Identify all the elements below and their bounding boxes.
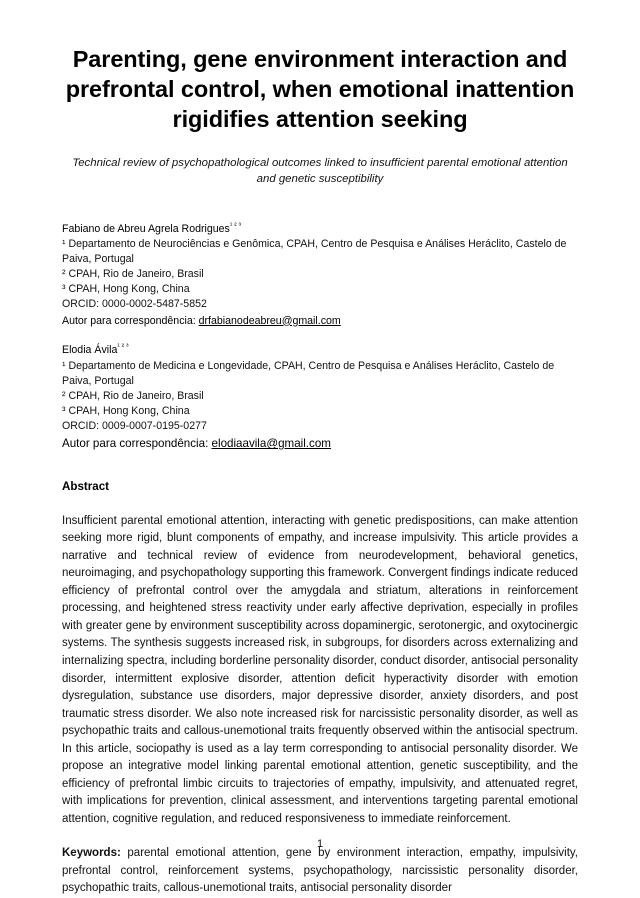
author-affiliation: ³ CPAH, Hong Kong, China [62,283,190,296]
author-affiliation: ² CPAH, Rio de Janeiro, Brasil [62,389,204,402]
author-orcid: ORCID: 0009-0007-0195-0277 [62,420,207,433]
page-subtitle: Technical review of psychopathological outcomes linked to insufficient parental emotional attention and genetic susceptibility [72,157,568,185]
author-affiliation: ³ CPAH, Hong Kong, China [62,405,190,417]
correspondence-email-link[interactable]: elodiaavila@gmail.com [211,437,331,451]
author-name [62,222,578,237]
page-title: Parenting, gene environment interaction and prefrontal control, when emotional inattention rigidifies attention seeking [65,46,575,133]
author-affiliation-markers: ¹ ² ³ [229,220,242,230]
author-affiliation: ¹ Departamento de Neurociências e Genômica, CPAH, Centro de Pesquisa e Análises Heráclito, Castelo de Paiva, Portugal [62,237,567,265]
page-number: 1 [316,838,324,850]
author-affiliation: ¹ Departamento de Medicina e Longevidade, CPAH, Centro de Pesquisa e Análises Heráclito, Castelo de Paiva, Portugal [62,359,555,387]
correspondence-label: Autor para correspondência: [62,437,209,451]
correspondence-email-link[interactable]: drfabianodeabreu@gmail.com [198,314,341,327]
keywords-label: Keywords: [62,847,121,860]
author-group [62,222,578,330]
correspondence-label: Autor para correspondência: [62,314,196,327]
abstract-heading: Abstract [62,479,110,493]
author-orcid: ORCID: 0000-0002-5487-5852 [62,298,207,311]
abstract-body: Insufficient parental emotional attention, interacting with genetic predispositions, can make attention seeking more rigid, blunt components of empathy, and increase impulsivity. This article provides a narrative and technical review of evidence from neurodevelopment, behavioral genetics, neuroimaging, and psychopathology supporting this framework. Convergent findings indicate reduced efficiency of prefrontal control over the amygdala and striatum, alterations in reinforcement processing, and heightened stress reactivity under early affective deprivation, especially in profiles with greater gene by environment susceptibility across dopaminergic, serotonergic, and oxytocinergic systems. The synthesis suggests increased risk, in subgroups, for disorders across externalizing and internalizing spectra, including borderline personality disorder, conduct disorder, antisocial personality disorder, intermittent explosive disorder, attention deficit hyperactivity disorder with emotion dysregulation, substance use disorders, major depressive disorder, anxiety disorders, and post traumatic stress disorder. We also note increased risk for narcissistic personality disorder, as well as psychopathic traits and callous-unemotional traits frequently observed within the antisocial spectrum. In this article, sociopathy is used as a lay term corresponding to antisocial personality disorder. We propose an integrative model linking parental emotional attention, genetic susceptibility, and the efficiency of prefrontal limbic circuits to trajectories of empathy, impulsivity, and attenuated regret, with implications for prevention, clinical assessment, and interventions targeting parental emotional attention, cognitive regulation, and reduced responsiveness to immediate reinforcement. [62,514,578,825]
author-affiliation-markers: ¹ ² ³ [117,341,129,351]
author-group [62,343,578,452]
author-name-text: Fabiano de Abreu Agrela Rodrigues [62,222,230,235]
author-correspondence [62,434,578,452]
author-affiliation: ² CPAH, Rio de Janeiro, Brasil [62,268,204,281]
keywords-text: parental emotional attention, gene by environment interaction, empathy, impulsivity, prefrontal control, reinforcement systems, psychopathology, narcissistic personality disorder, psychopathic traits, callous-unemotional traits, antisocial personality disorder [62,847,579,895]
authors-block [62,188,578,453]
author-correspondence [62,313,578,330]
author-name [62,343,578,358]
author-name-text: Elodia Ávila [62,344,118,357]
